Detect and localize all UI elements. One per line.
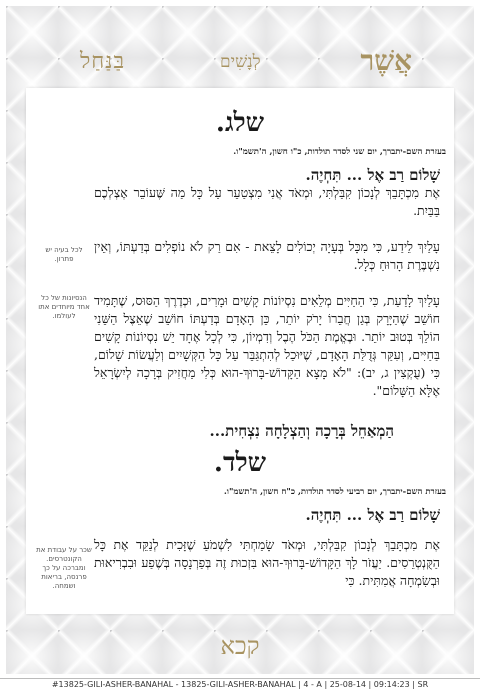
paragraph: עָלַיִךְ לֵידַע, כִּי מִכָּל בְּעָיָה יְכוֹלִים לָצֵאת - אִם רַק לֹא נוֹפְלִים בְּדַעְתּוֹ, וְאֵין נִשְׁבֶּרֶת הָרוּחַ כְּלָל.	[94, 239, 440, 272]
page-number: קכא	[220, 632, 260, 660]
logo-word-right: אֲשֶׁר	[360, 44, 412, 77]
margin-note: הנסיונות של כל אחד מיוחדים אתו לעולמו.	[38, 294, 90, 320]
logo-word-middle: לְנָשִׁים	[220, 52, 261, 72]
section-title: שלד.	[213, 448, 267, 478]
greeting: שָׁלוֹם רַב אֶל ... תִּחְיֶה.	[305, 506, 440, 524]
greeting: שָׁלוֹם רַב אֶל ... תִּחְיֶה.	[305, 166, 440, 184]
paragraph: אֶת מִכְתָּבֵךְ לְנָכוֹן קִבַּלְתִּי, וּמְאֹד אֲנִי מִצְטַעֵר עַל כָּל מַה שֶּׁעוֹבֵר אֶצְלְכֶם בַּבַּיִת.	[94, 185, 440, 218]
header	[6, 40, 474, 80]
dateline: בעזרת השם-יתברך, יום רביעי לסדר תולדות, כ"ח חשון, ה'תשמ"ו.	[223, 487, 446, 497]
closing-line: הַמְאַחֵל בְּרָכָה וְהַצְלָחָה נִצְחִית...	[209, 422, 394, 440]
margin-note: שכר על עבודת את הקונטרסים. ומברכה על כך פרנסה, בריאות ושמחה.	[36, 546, 92, 590]
dateline: בעזרת השם-יתברך, יום שני לסדר תולדות, כ"ו חשון, ה'תשמ"ו.	[233, 147, 446, 157]
print-slug: #13825-GILI-ASHER-BANAHAL - 13825-GILI-ASHER-BANAHAL | 4 - A | 25-08-14 | 09:14:23 | SR	[0, 678, 480, 690]
section-title: שלג.	[215, 108, 265, 138]
paragraph: אֶת מִכְתָּבֵךְ לְנָכוֹן קִבַּלְתִּי, וּמְאֹד שָׂמַחְתִּי לִשְׁמֹעַ שֶׁזָּכִית לְנַקֵּד אֶת כָּל הַקֻּנְטְרֵסִים. יַעֲזֹר לָךְ הַקָּדוֹשׁ-בָּרוּךְ-הוּא בִּזְכוּת זֶה בְּפַרְנָסָה בְּשֶׁפַע וּבִבְרִיאוּת וּבְשִׂמְחָה אֲמִתִּית. כִּי	[94, 537, 440, 588]
logo-word-left: בַּנַּחַל	[80, 49, 126, 74]
paragraph: עָלַיִךְ לָדַעַת, כִּי הַחַיִּים מְלֵאִים נִסְיוֹנוֹת קָשִׁים וּמָרִים, וּכְדֶרֶךְ הַסּוּס, שֶׁתָּמִיד חוֹשֵׁב שֶׁהַיָּרָק בְּגַן חֲבֵרוֹ יָרֹק יוֹתֵר, כֵּן הָאָדָם בְּדַעְתּוֹ חוֹשֵׁב שֶׁאֵצֶל הַשֵּׁנִי הוֹלֵךְ בְּטוּב יוֹתֵר. וּבֶאֱמֶת הַכֹּל הֶבֶל וְדִמְיוֹן, כִּי לְכָל אֶחָד יֵשׁ נִסְיוֹנוֹת קָשִׁים בַּחַיִּים, וְעִקַּר גְּדֻלַּת הָאָדָם, שֶׁיּוּכַל לְהִתְגַּבֵּר עַל כָּל הַקְּשָׁיִים וְלַעֲשׂוֹת שָׁלוֹם, כִּי (עֻקְצִין ג, יב): "לֹא מָצָא הַקָּדוֹשׁ-בָּרוּךְ-הוּא כְּלִי מַחֲזִיק בְּרָכָה לְיִשְׂרָאֵל אֶלָּא הַשָּׁלוֹם".	[94, 293, 440, 398]
margin-note: לכל בעיה יש פתרון.	[45, 246, 83, 263]
content-panel	[26, 88, 454, 614]
